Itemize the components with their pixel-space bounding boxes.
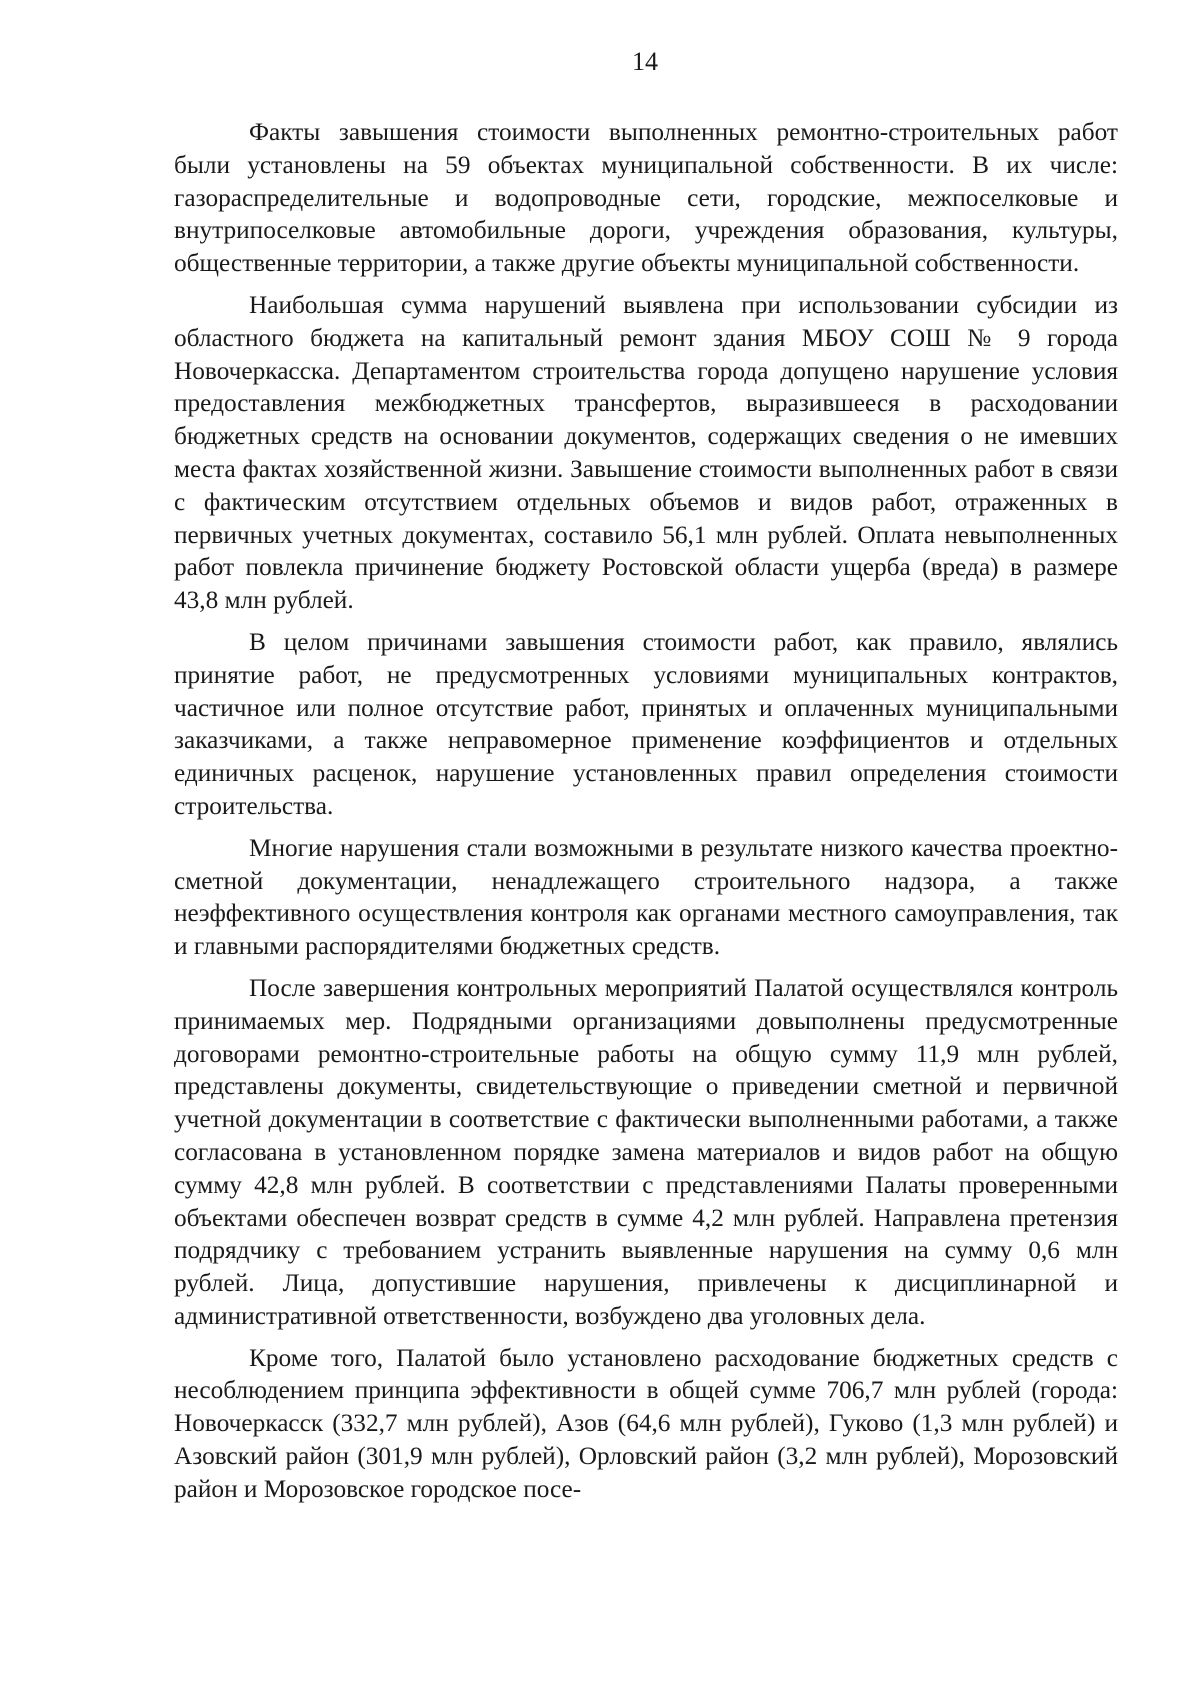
- paragraph: Факты завышения стоимости выполненных ремонтно-строительных работ были установлены на 59 объектах муниципальной собственности. В их числе: газораспределительные и водопроводные сети, городские, межпоселковые и внутрипоселковые автомобильные дороги, учреждения образования, культуры, общественные территории, а также другие объекты муниципальной собственности.: [174, 118, 1118, 278]
- paragraph: Многие нарушения стали возможными в результате низкого качества проектно-сметной документации, ненадлежащего строительного надзора, а также неэффективного осуществления контроля как органами местного самоуправления, так и главными распорядителями бюджетных средств.: [174, 833, 1118, 961]
- paragraph: Наибольшая сумма нарушений выявлена при использовании субсидии из областного бюджета на капитальный ремонт здания МБОУ СОШ № 9 города Новочеркасска. Департаментом строительства города допущено нарушение условия предоставления межбюджетных трансфертов, выразившееся в расходовании бюджетных средств на основании документов, содержащих сведения о не имевших места фактах хозяйственной жизни. Завышение стоимости выполненных работ в связи с фактическим отсутствием отдельных объемов и видов работ, отраженных в первичных учетных документах, составило 56,1 млн рублей. Оплата невыполненных работ повлекла причинение бюджету Ростовской области ущерба (вреда) в размере 43,8 млн рублей.: [174, 290, 1118, 615]
- document-body: [174, 116, 1118, 1515]
- paragraph: После завершения контрольных мероприятий Палатой осуществлялся контроль принимаемых мер. Подрядными организациями довыполнены предусмотренные договорами ремонтно-строительные работы на общую сумму 11,9 млн рублей, представлены документы, свидетельствующие о приведении сметной и первичной учетной документации в соответствие с фактически выполненными работами, а также согласована в установленном порядке замена материалов и видов работ на общую сумму 42,8 млн рублей. В соответствии с представлениями Палаты проверенными объектами обеспечен возврат средств в сумме 4,2 млн рублей. Направлена претензия подрядчику с требованием устранить выявленные нарушения на сумму 0,6 млн рублей. Лица, допустившие нарушения, привлечены к дисциплинарной и административной ответственности, возбуждено два уголовных дела.: [174, 973, 1118, 1330]
- paragraph: Кроме того, Палатой было установлено расходование бюджетных средств с несоблюдением принципа эффективности в общей сумме 706,7 млн рублей (города: Новочеркасск (332,7 млн рублей), Азов (64,6 млн рублей), Гуково (1,3 млн рублей) и Азовский район (301,9 млн рублей), Орловский район (3,2 млн рублей), Морозовский район и Морозовское городское посе-: [174, 1343, 1118, 1503]
- page-number: 14: [632, 47, 658, 76]
- paragraph: В целом причинами завышения стоимости работ, как правило, являлись принятие работ, не предусмотренных условиями муниципальных контрактов, частичное или полное отсутствие работ, принятых и оплаченных муниципальными заказчиками, а также неправомерное применение коэффициентов и отдельных единичных расценок, нарушение установленных правил определения стоимости строительства.: [174, 627, 1118, 820]
